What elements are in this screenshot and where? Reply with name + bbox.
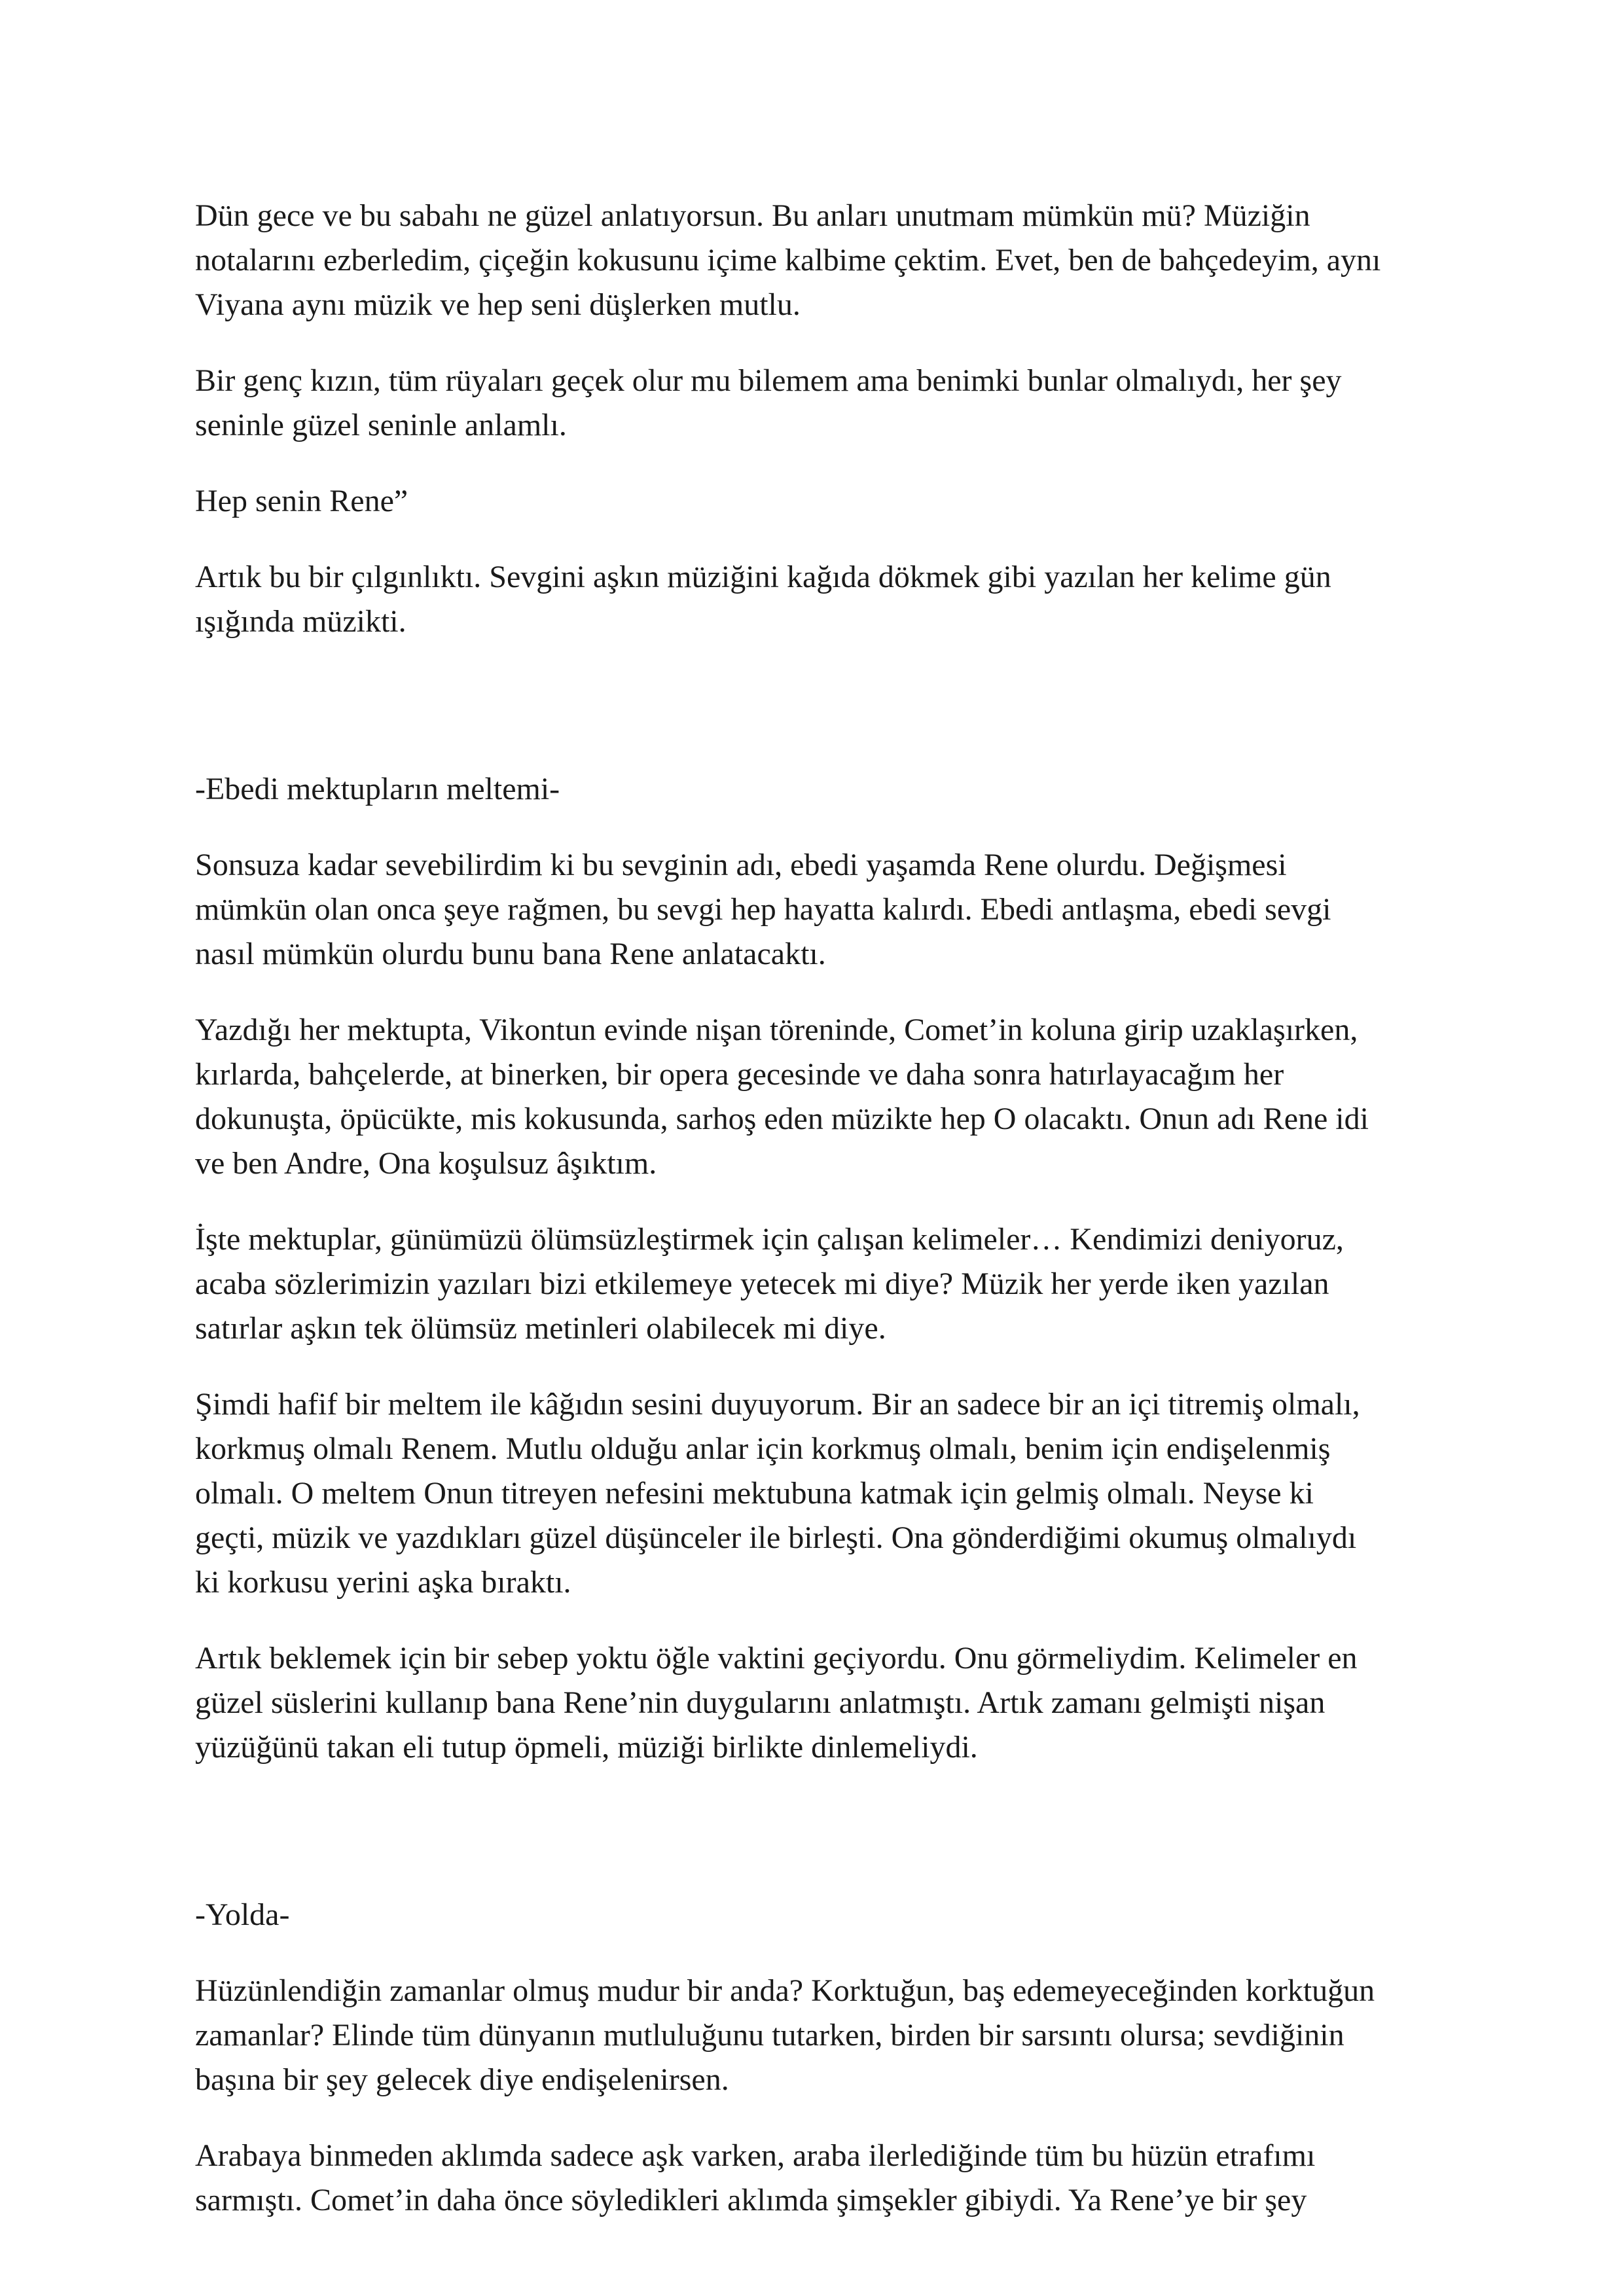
text-line: İşte mektuplar, günümüzü ölümsüzleştirmek için çalışan kelimeler… Kendimizi deniyoruz, — [195, 1222, 1344, 1257]
paragraph — [195, 1008, 1432, 1186]
text-line: kırlarda, bahçelerde, at binerken, bir opera gecesinde ve daha sonra hatırlayacağım her — [195, 1057, 1284, 1092]
heading-text: -Yolda- — [195, 1897, 290, 1932]
text-line: Şimdi hafif bir meltem ile kâğıdın sesini duyuyorum. Bir an sadece bir an içi titremiş olmalı, — [195, 1387, 1360, 1422]
text-line: başına bir şey gelecek diye endişelenirsen. — [195, 2062, 729, 2097]
text-line: seninle güzel seninle anlamlı. — [195, 408, 567, 442]
text-line: korkmuş olmalı Renem. Mutlu olduğu anlar için korkmuş olmalı, benim için endişelenmiş — [195, 1431, 1331, 1466]
text-line: yüzüğünü takan eli tutup öpmeli, müziği birlikte dinlemeliydi. — [195, 1730, 978, 1765]
heading-text: -Ebedi mektupların meltemi- — [195, 772, 560, 806]
paragraph — [195, 1636, 1432, 1770]
text-line: acaba sözlerimizin yazıları bizi etkilemeye yetecek mi diye? Müzik her yerde iken yazılan — [195, 1266, 1329, 1301]
text-line: sarmıştı. Comet’in daha önce söyledikleri aklımda şimşekler gibiydi. Ya Rene’ye bir şey — [195, 2183, 1307, 2217]
text-line: Dün gece ve bu sabahı ne güzel anlatıyorsun. Bu anları unutmam mümkün mü? Müziğin — [195, 198, 1310, 233]
text-line: ışığında müzikti. — [195, 604, 406, 639]
text-line: satırlar aşkın tek ölümsüz metinleri olabilecek mi diye. — [195, 1311, 886, 1346]
text-line: olmalı. O meltem Onun titreyen nefesini mektubuna katmak için gelmiş olmalı. Neyse ki — [195, 1476, 1314, 1511]
text-line: Bir genç kızın, tüm rüyaları geçek olur mu bilemem ama benimki bunlar olmalıydı, her şey — [195, 363, 1342, 398]
text-line: Yazdığı her mektupta, Vikontun evinde nişan töreninde, Comet’in koluna girip uzaklaşırken, — [195, 1013, 1358, 1047]
text-line: güzel süslerini kullanıp bana Rene’nin duygularını anlatmıştı. Artık zamanı gelmişti nişan — [195, 1685, 1326, 1720]
text-line: zamanlar? Elinde tüm dünyanın mutluluğunu tutarken, birden bir sarsıntı olursa; sevdiğinin — [195, 2018, 1344, 2053]
text-line: geçti, müzik ve yazdıkları güzel düşünceler ile birleşti. Ona gönderdiğimi okumuş olmalıydı — [195, 1520, 1357, 1555]
text-line: notalarını ezberledim, çiçeğin kokusunu içime kalbime çektim. Evet, ben de bahçedeyim, aynı — [195, 243, 1381, 278]
paragraph — [195, 1217, 1432, 1351]
text-line: Hüzünlendiğin zamanlar olmuş mudur bir anda? Korktuğun, baş edemeyeceğinden korktuğun — [195, 1973, 1375, 2008]
paragraph — [195, 1969, 1432, 2102]
paragraph — [195, 194, 1432, 327]
paragraph — [195, 1382, 1432, 1605]
text-line: ki korkusu yerini aşka bıraktı. — [195, 1565, 571, 1600]
text-line: Artık beklemek için bir sebep yoktu öğle vaktini geçiyordu. Onu görmeliydim. Kelimeler en — [195, 1641, 1358, 1676]
paragraph — [195, 555, 1432, 644]
paragraph — [195, 359, 1432, 448]
text-line: mümkün olan onca şeye rağmen, bu sevgi hep hayatta kalırdı. Ebedi antlaşma, ebedi sevgi — [195, 892, 1331, 927]
document-body — [195, 194, 1432, 2254]
paragraph — [195, 2134, 1432, 2223]
text-line: dokunuşta, öpücükte, mis kokusunda, sarhoş eden müzikte hep O olacaktı. Onun adı Rene idi — [195, 1102, 1369, 1136]
paragraph — [195, 843, 1432, 977]
signature-line — [195, 479, 1432, 524]
text-line: Sonsuza kadar sevebilirdim ki bu sevginin adı, ebedi yaşamda Rene olurdu. Değişmesi — [195, 848, 1287, 882]
text-line: nasıl mümkün olurdu bunu bana Rene anlatacaktı. — [195, 937, 826, 971]
text-line: Artık bu bir çılgınlıktı. Sevgini aşkın müziğini kağıda dökmek gibi yazılan her kelime gün — [195, 560, 1331, 594]
section-heading — [195, 767, 1432, 812]
text-line: Viyana aynı müzik ve hep seni düşlerken mutlu. — [195, 287, 801, 322]
section-heading — [195, 1893, 1432, 1937]
text-line: Hep senin Rene” — [195, 484, 408, 518]
text-line: ve ben Andre, Ona koşulsuz âşıktım. — [195, 1146, 657, 1181]
text-line: Arabaya binmeden aklımda sadece aşk varken, araba ilerlediğinde tüm bu hüzün etrafımı — [195, 2138, 1316, 2173]
